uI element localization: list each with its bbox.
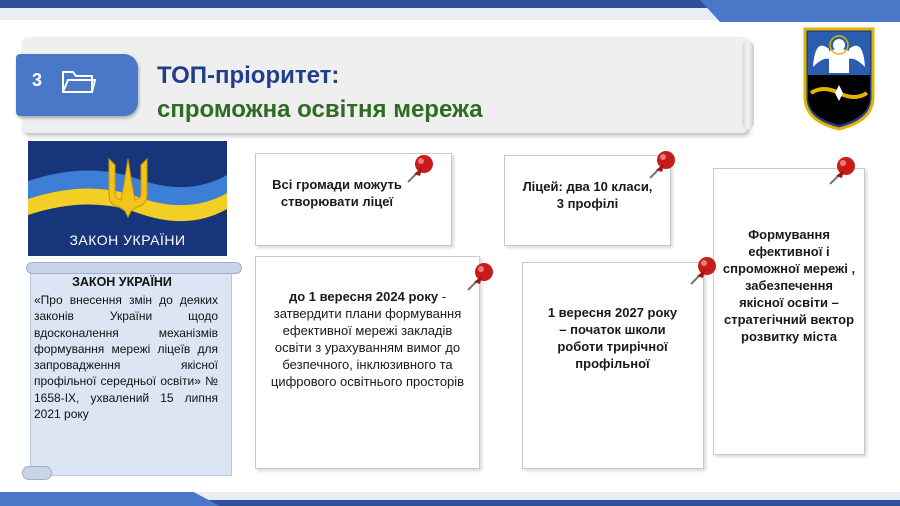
trident-icon [105, 155, 151, 219]
deadline-description: - затвердити плани формування ефективної мережі закладів освіти з урахуванням вимог до безпечного, інклюзивного та цифрового освітнього просторів [270, 289, 465, 389]
push-pin-icon [642, 146, 682, 186]
lyceum-text: Ліцей: два 10 класи, 3 профілі [522, 179, 653, 211]
push-pin-icon [460, 258, 500, 298]
scroll-roll-bottom [22, 466, 52, 480]
deadline-text [265, 288, 470, 390]
law-banner-image [28, 141, 227, 256]
law-card-title: ЗАКОН УКРАЇНИ [72, 275, 172, 289]
bottom-band-accent [0, 492, 220, 506]
communities-text: Всі громади можуть створювати ліцеї [272, 177, 402, 209]
push-pin-icon [400, 150, 440, 190]
page-subtitle: спроможна освітня мережа [157, 96, 483, 123]
bottom-decor-band [0, 492, 900, 506]
top-band-accent [700, 0, 900, 22]
slide-number: 3 [32, 70, 43, 90]
law-banner-caption: ЗАКОН УКРАЇНИ [69, 232, 186, 248]
deadline-date: до 1 вересня 2024 року [288, 289, 439, 304]
push-pin-icon [822, 152, 862, 192]
folder-icon [60, 66, 96, 96]
strategy-text: Формування ефективної і спроможної мережі , забезпечення якісної освіти – стратегічний вектор розвитку міста [722, 227, 856, 344]
law-card-body: «Про внесення змін до деяких законів України щодо вдосконалення механізмів формування мережі ліцеїв для запровадження якісної профільної середньої освіти» № 1658-IX, ухвалений 15 липня 2021 року [34, 293, 218, 422]
top-decor-band [0, 0, 900, 22]
school-start-text: 1 вересня 2027 року – початок школи роботи трирічної профільної [547, 305, 678, 371]
push-pin-icon [683, 252, 723, 292]
coat-of-arms-icon [803, 27, 875, 131]
scroll-roll-top [26, 262, 242, 274]
page-title: ТОП-пріоритет: [157, 62, 340, 89]
